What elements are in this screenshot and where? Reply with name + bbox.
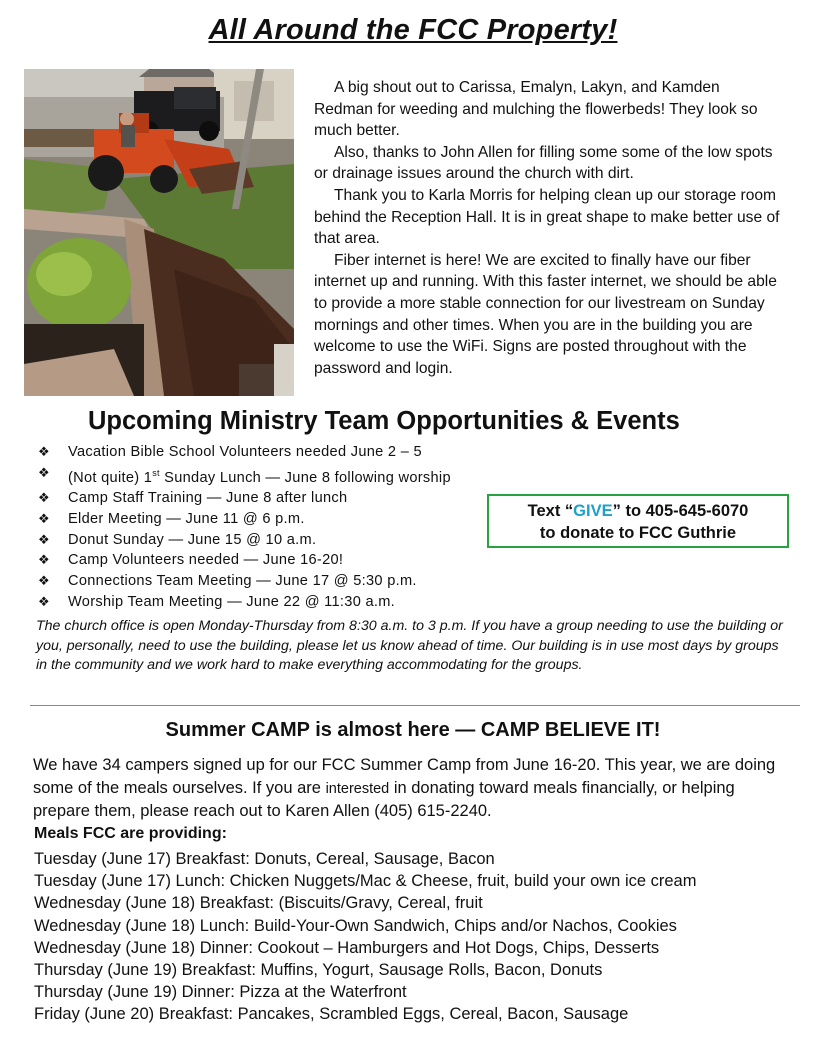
camp-heading: Summer CAMP is almost here — CAMP BELIEVE IT! — [165, 719, 661, 741]
diamond-bullet-icon: ❖ — [38, 490, 50, 506]
page-title: All Around the FCC Property! — [208, 14, 618, 46]
intro-paragraph: A big shout out to Carissa, Emalyn, Lakyn, and Kamden Redman for weeding and mulching the flowerbeds! They look so much better. — [314, 79, 758, 140]
list-item: Thursday (June 19) Breakfast: Muffins, Yogurt, Sausage Rolls, Bacon, Donuts — [34, 961, 603, 980]
diamond-bullet-icon: ❖ — [38, 531, 50, 547]
diamond-bullet-icon: ❖ — [38, 464, 50, 480]
intro-paragraph: Also, thanks to John Allen for filling some some of the low spots or drainage issues around the church with dirt. — [314, 143, 773, 183]
list-item: Wednesday (June 18) Breakfast: (Biscuits/Gravy, Cereal, fruit — [34, 894, 483, 913]
events-heading: Upcoming Ministry Team Opportunities & Events — [88, 407, 680, 435]
meals-list — [34, 848, 804, 1026]
diamond-bullet-icon: ❖ — [38, 444, 50, 459]
list-item: Tuesday (June 17) Lunch: Chicken Nuggets/Mac & Cheese, fruit, build your own ice cream — [34, 872, 697, 891]
diamond-bullet-icon: ❖ — [38, 510, 50, 526]
intro-paragraph: Thank you to Karla Morris for helping clean up our storage room behind the Reception Hall. It is in great shape to make better use of that area. — [314, 186, 780, 248]
intro-paragraph: Fiber internet is here! We are excited to finally have our fiber internet up and running. With this faster internet, we should be able to provide a more stable connection for our livestream on Sunday mornings and other times. When you are in the building you are welcome to use the WiFi. Signs are posted throughout with the password and login. — [314, 251, 777, 377]
list-item: ❖ Worship Team Meeting — June 22 @ 11:30 a.m. — [38, 592, 508, 613]
list-item: ❖ Connections Team Meeting — June 17 @ 5:30 p.m. — [38, 571, 508, 592]
text-to-give-box — [487, 494, 789, 548]
camp-intro: We have 34 campers signed up for our FCC Summer Camp from June 16-20. This year, we are doing some of the meals ourselves. If you are interested in donating toward meals financially, or helping prepare them, please reach out to Karen Allen (405) 615-2240. — [33, 756, 776, 820]
list-item: ❖ Camp Staff Training — June 8 after lunch — [38, 488, 508, 509]
diamond-bullet-icon: ❖ — [38, 573, 50, 589]
meals-heading: Meals FCC are providing: — [34, 825, 227, 842]
list-item: ❖ Camp Volunteers needed — June 16-20! — [38, 550, 508, 571]
list-item: ❖ (Not quite) 1st Sunday Lunch — June 8 following worship — [38, 464, 451, 486]
list-item: Friday (June 20) Breakfast: Pancakes, Scrambled Eggs, Cereal, Bacon, Sausage — [34, 1005, 629, 1024]
intro-text — [314, 77, 782, 379]
diamond-bullet-icon: ❖ — [38, 593, 50, 609]
section-divider — [30, 705, 800, 706]
give-line-1: Text “GIVE” to 405-645-6070 — [527, 502, 749, 520]
list-item: Wednesday (June 18) Dinner: Cookout – Hamburgers and Hot Dogs, Chips, Desserts — [34, 938, 660, 957]
list-item: ❖ Elder Meeting — June 11 @ 6 p.m. — [38, 509, 508, 530]
give-keyword: GIVE — [573, 502, 613, 520]
give-line-2: to donate to FCC Guthrie — [539, 524, 737, 542]
list-item: Wednesday (June 18) Lunch: Build-Your-Own Sandwich, Chips and/or Nachos, Cookies — [34, 916, 677, 935]
diamond-bullet-icon: ❖ — [38, 552, 50, 568]
events-list — [38, 442, 508, 612]
list-item: Tuesday (June 17) Breakfast: Donuts, Cereal, Sausage, Bacon — [34, 850, 495, 868]
list-item: ❖ Vacation Bible School Volunteers needed June 2 – 5 — [38, 442, 508, 463]
list-item: ❖ Donut Sunday — June 15 @ 10 a.m. — [38, 530, 508, 551]
tractor-photo — [24, 69, 294, 396]
office-hours-note: The church office is open Monday-Thursday from 8:30 a.m. to 3 p.m. If you have a group needing to use the building or you, personally, need to use the building, please let us know ahead of time. Our building is in use most days by groups in the community and we work hard to make everything accommodating for the groups. — [36, 618, 783, 674]
list-item: Thursday (June 19) Dinner: Pizza at the Waterfront — [34, 983, 407, 1002]
